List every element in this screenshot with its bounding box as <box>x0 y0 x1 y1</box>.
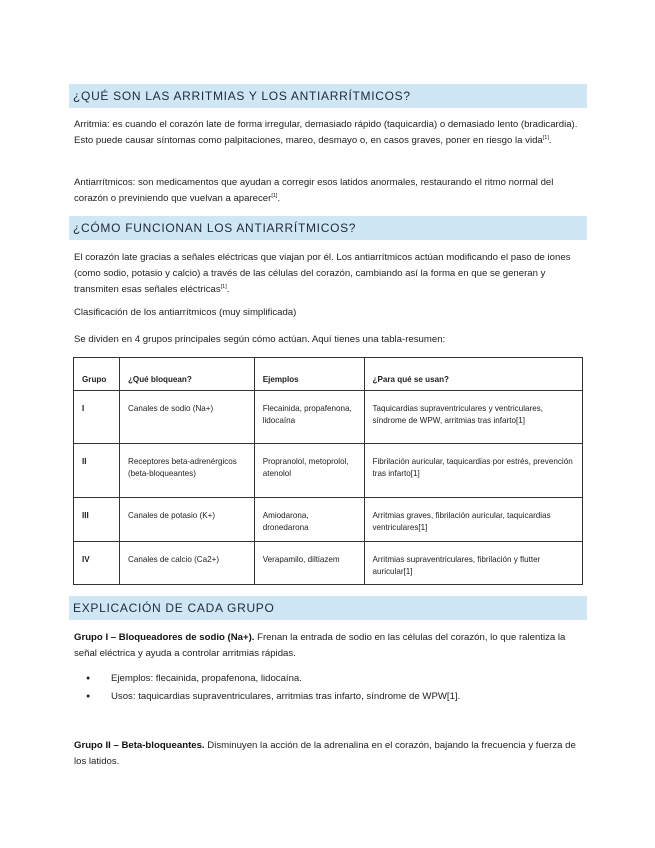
paragraph-antiarritmicos-definition: Antiarrítmicos: son medicamentos que ayudan a corregir esos latidos anormales, restaurando el ritmo normal del corazón o previniendo que vuelvan a aparecer[1]. <box>74 177 554 205</box>
group-title: Grupo I – Bloqueadores de sodio (Na+). <box>74 632 255 643</box>
table-cell: Fibrilación auricular, taquicardias por estrés, prevención tras infarto[1] <box>364 444 583 498</box>
table-cell-group: III <box>74 498 120 542</box>
citation-ref[interactable]: [1] <box>220 284 227 291</box>
table-cell: Canales de calcio (Ca2+) <box>119 542 254 585</box>
section-heading-arritmias: ¿QUÉ SON LAS ARRITMIAS Y LOS ANTIARRÍTMICOS? <box>69 84 587 108</box>
table-cell: Amiodarona, dronedarona <box>254 498 364 542</box>
table-cell-group: IV <box>74 542 120 585</box>
paragraph-mecanismo: El corazón late gracias a señales eléctricas que viajan por él. Los antiarrítmicos actúan modificando el paso de iones (como sodio, potasio y calcio) a través de las células del corazón, cambiando así la forma en que se generan y transmiten esas señales eléctricas[1]. <box>74 252 571 296</box>
table-row <box>74 391 583 444</box>
table-header-row <box>74 358 583 391</box>
section-heading-funcionamiento: ¿CÓMO FUNCIONAN LOS ANTIARRÍTMICOS? <box>69 216 587 240</box>
paragraph-grupo-2: Grupo II – Beta-bloqueantes. Disminuyen la acción de la adrenalina en el corazón, bajando la frecuencia y fuerza de los latidos. <box>74 740 576 768</box>
table-cell: Arritmias graves, fibrilación auricular, taquicardias ventriculares[1] <box>364 498 583 542</box>
table-cell: Arritmias supraventriculares, fibrilación y flutter auricular[1] <box>364 542 583 585</box>
paragraph-clasificacion: Clasificación de los antiarrítmicos (muy simplificada) <box>74 307 297 318</box>
grupo-1-bullet-list <box>86 670 586 706</box>
table-cell-group: I <box>74 391 120 444</box>
table-row <box>74 542 583 585</box>
table-cell: Canales de sodio (Na+) <box>119 391 254 444</box>
list-item: ● Usos: taquicardias supraventriculares, arritmias tras infarto, síndrome de WPW[1]. <box>86 688 586 706</box>
table-cell-group: II <box>74 444 120 498</box>
list-item: ● Ejemplos: flecainida, propafenona, lidocaína. <box>86 670 586 688</box>
paragraph-tabla-intro: Se dividen en 4 grupos principales según cómo actúan. Aquí tienes una tabla-resumen: <box>74 334 446 345</box>
table-row <box>74 498 583 542</box>
table-header-cell: ¿Para qué se usan? <box>364 358 583 391</box>
section-heading-explicacion: EXPLICACIÓN DE CADA GRUPO <box>69 596 587 620</box>
table-cell: Flecainida, propafenona, lidocaína <box>254 391 364 444</box>
group-title: Grupo II – Beta-bloqueantes. <box>74 740 205 751</box>
citation-ref[interactable]: [1] <box>542 135 549 142</box>
table-cell: Taquicardias supraventriculares y ventriculares, síndrome de WPW, arritmias tras infarto[1] <box>364 391 583 444</box>
table-cell: Verapamilo, diltiazem <box>254 542 364 585</box>
paragraph-grupo-1: Grupo I – Bloqueadores de sodio (Na+). Frenan la entrada de sodio en las células del corazón, lo que ralentiza la señal eléctrica y ayuda a controlar arritmias rápidas. <box>74 632 566 660</box>
table-header-cell: Ejemplos <box>254 358 364 391</box>
table-cell: Receptores beta-adrenérgicos (beta-bloqueantes) <box>119 444 254 498</box>
table-header-cell: ¿Qué bloquean? <box>119 358 254 391</box>
paragraph-arritmia-definition: Arritmia: es cuando el corazón late de forma irregular, demasiado rápido (taquicardia) o demasiado lento (bradicardia). Esto puede causar síntomas como palpitaciones, mareo, desmayo o, en casos graves, poner en riesgo la vida[1]. <box>74 119 578 147</box>
table-header-cell: Grupo <box>74 358 120 391</box>
citation-ref[interactable]: [1] <box>271 193 278 200</box>
table-cell: Canales de potasio (K+) <box>119 498 254 542</box>
table-row <box>74 444 583 498</box>
table-cell: Propranolol, metoprolol, atenolol <box>254 444 364 498</box>
summary-table <box>73 357 583 585</box>
